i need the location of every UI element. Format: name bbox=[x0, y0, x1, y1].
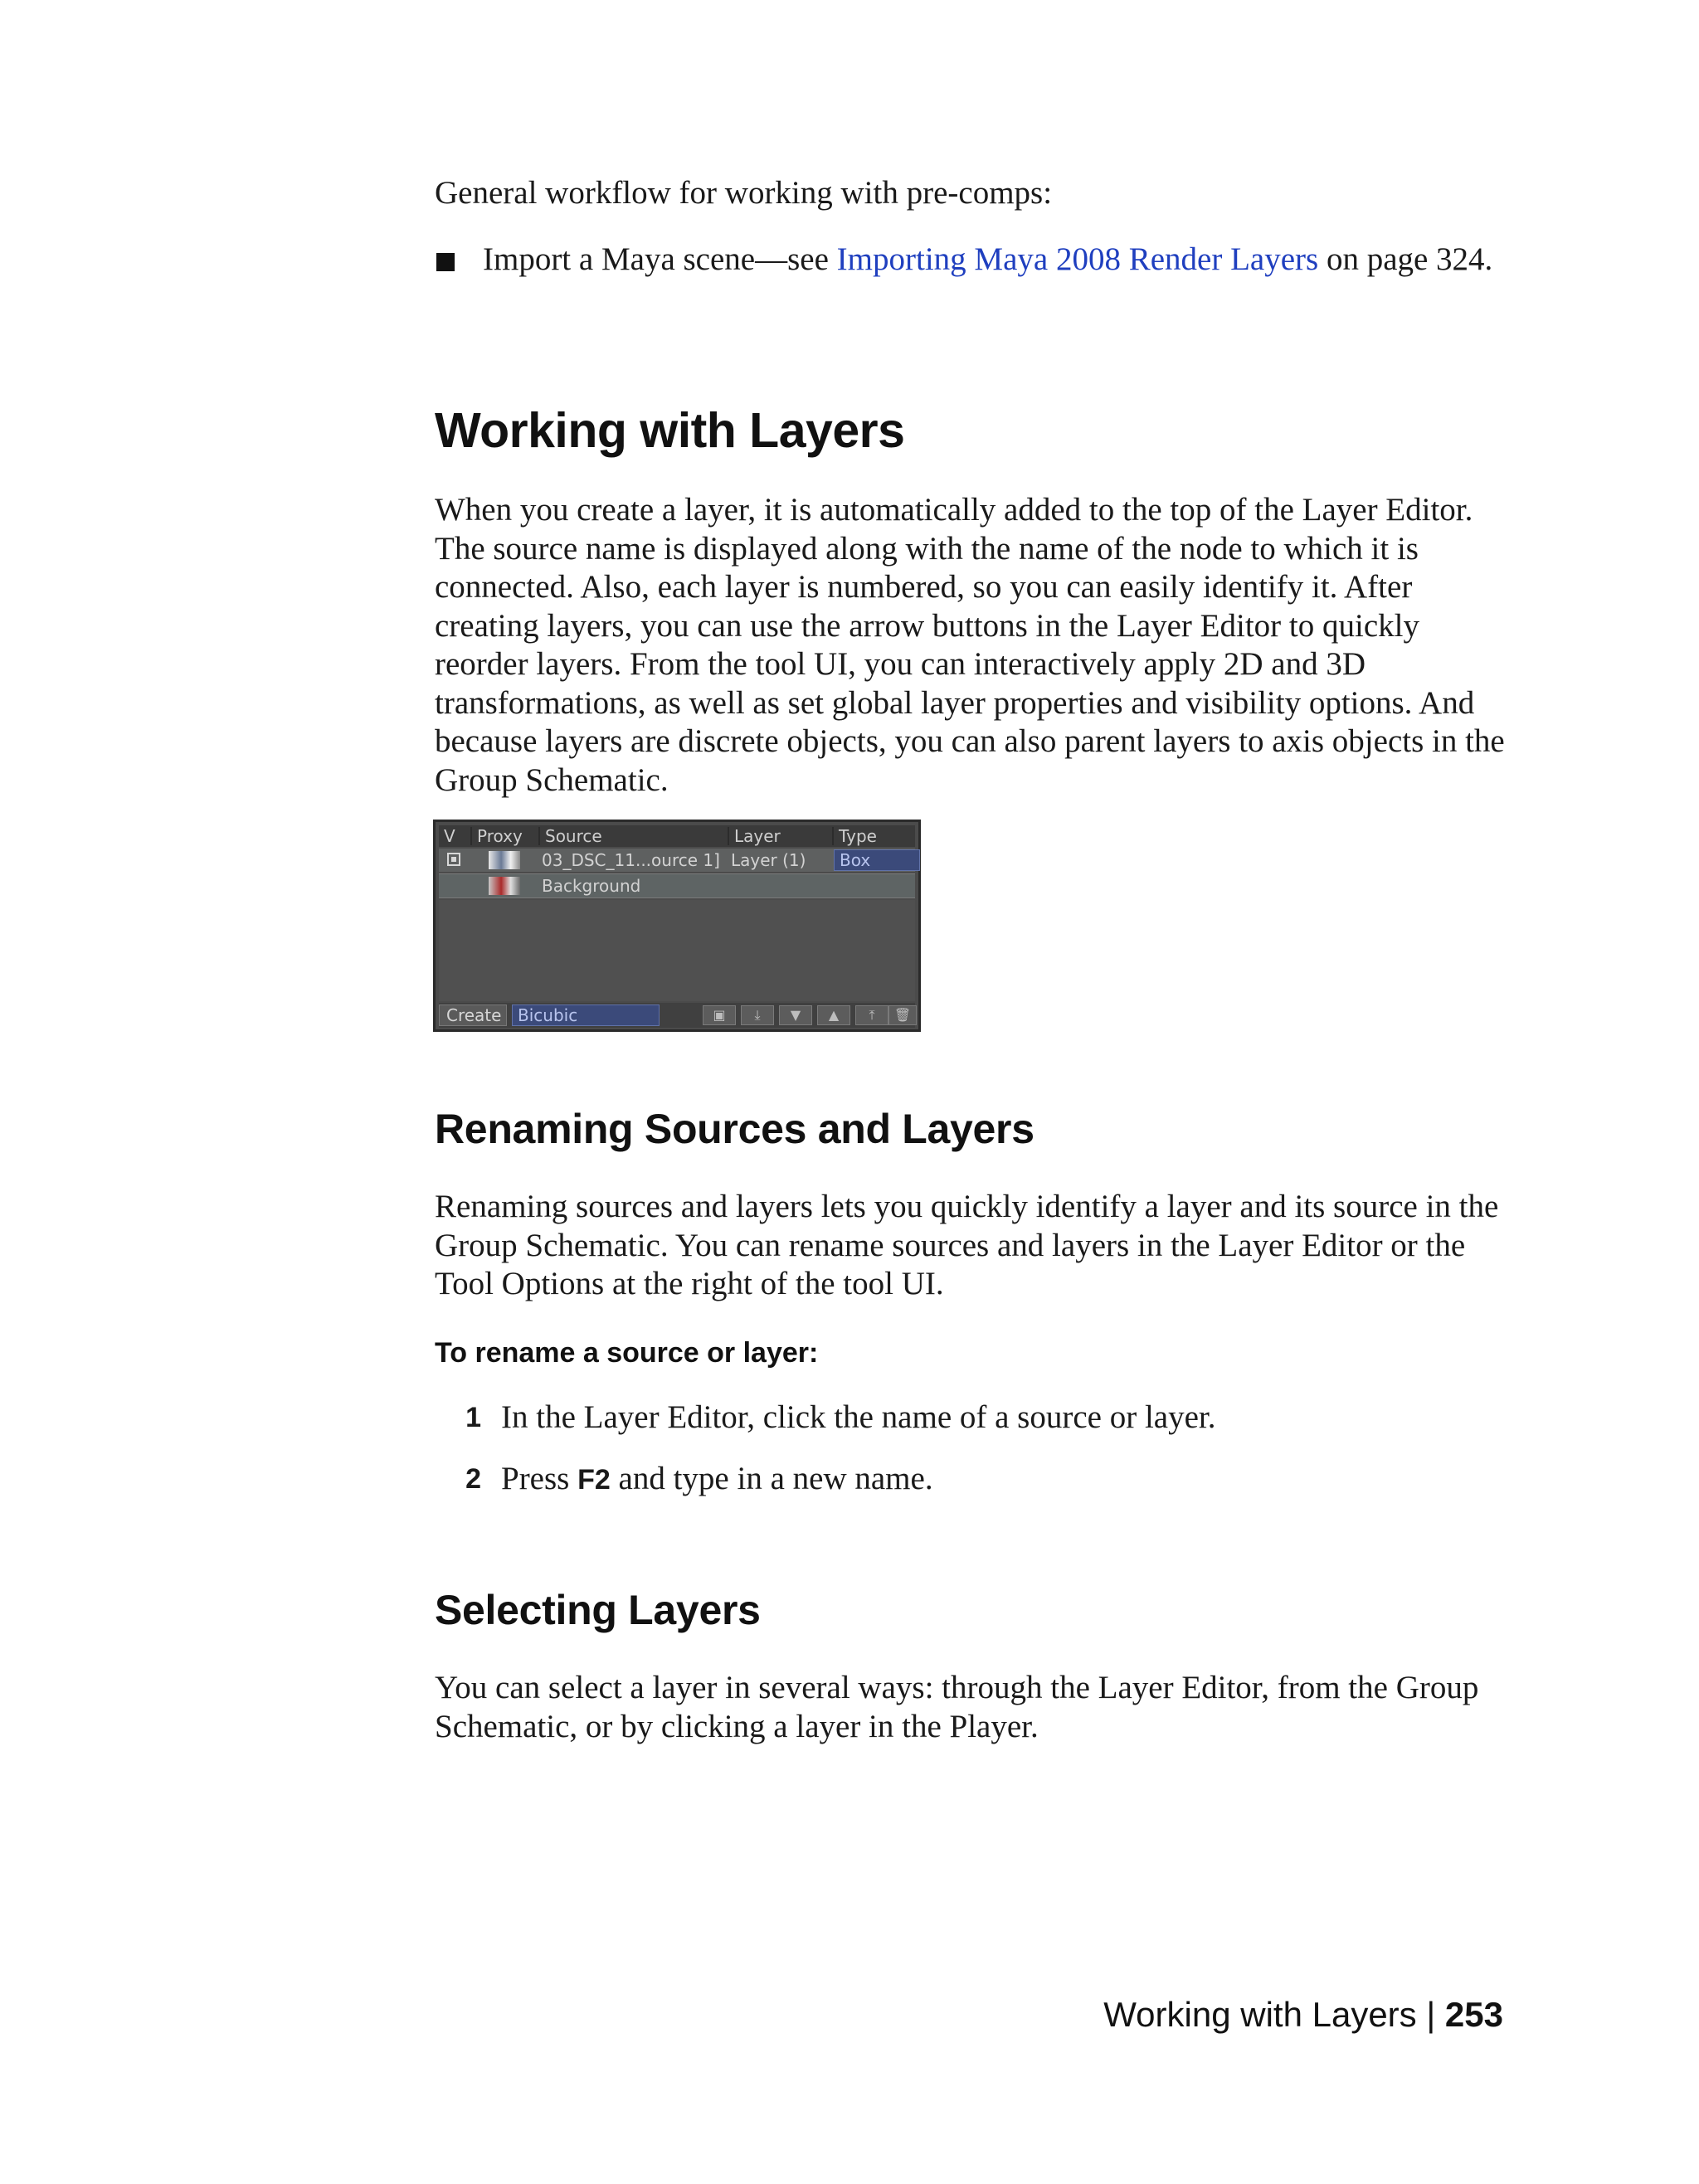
step-number: 2 bbox=[465, 1463, 481, 1495]
layer-row[interactable] bbox=[439, 849, 915, 872]
layer-editor-screenshot bbox=[433, 820, 921, 1032]
maya-import-link[interactable]: Importing Maya 2008 Render Layers bbox=[836, 241, 1319, 277]
renaming-body: Renaming sources and layers lets you quickly identify a layer and its source in the Group Schematic. You can rename sources and layers in the Layer Editor or the Tool Options at the right of the tool UI. bbox=[435, 1189, 1499, 1301]
column-header-v: V bbox=[444, 826, 455, 846]
column-header-proxy: Proxy bbox=[470, 827, 523, 845]
layer-editor-header bbox=[439, 825, 915, 847]
move-to-top-icon[interactable]: ⤒ bbox=[855, 1005, 888, 1025]
footer-section: Working with Layers bbox=[1103, 1995, 1417, 2034]
working-with-layers-body: When you create a layer, it is automatically added to the top of the Layer Editor. The source name is displayed along with the name of the node to which it is connected. Also, each layer is numbered, so you can easily identify it. After creating layers, you can use the arrow buttons in the Layer Editor to quickly reorder layers. From the tool UI, you can interactively apply 2D and 3D transformations, as well as set global layer properties and visibility options. And because layers are discrete objects, you can also parent layers to axis objects in the Group Schematic. bbox=[435, 492, 1505, 798]
bullet-item bbox=[435, 241, 1513, 280]
step-item bbox=[435, 1398, 1513, 1437]
column-header-type: Type bbox=[832, 827, 877, 845]
background-row[interactable] bbox=[439, 873, 915, 898]
type-dropdown[interactable]: Box bbox=[834, 849, 920, 871]
bullet-text-after: on page 324. bbox=[1318, 241, 1493, 277]
page-footer bbox=[1103, 1995, 1503, 2035]
step-item bbox=[435, 1460, 1513, 1500]
section-title-renaming: Renaming Sources and Layers bbox=[435, 1106, 1034, 1152]
source-name[interactable]: 03_DSC_11...ource 1] bbox=[542, 850, 720, 870]
layer-editor-toolbar bbox=[439, 1003, 915, 1028]
selecting-body: You can select a layer in several ways: through the Layer Editor, from the Group Schematic, or by clicking a layer in the Player. bbox=[435, 1670, 1479, 1744]
step-text-after: and type in a new name. bbox=[610, 1461, 933, 1496]
trash-icon[interactable]: 🗑 bbox=[888, 1005, 917, 1025]
column-header-source: Source bbox=[538, 827, 602, 845]
source-name[interactable]: Background bbox=[542, 876, 641, 896]
duplicate-layer-icon[interactable]: ▣ bbox=[703, 1005, 736, 1025]
move-up-icon[interactable]: ▲ bbox=[817, 1005, 850, 1025]
bullet-text-before: Import a Maya scene—see bbox=[483, 241, 837, 277]
move-down-icon[interactable]: ▼ bbox=[779, 1005, 812, 1025]
layer-name[interactable]: Layer (1) bbox=[731, 850, 806, 870]
step-number: 1 bbox=[465, 1402, 481, 1433]
create-button[interactable]: Create bbox=[439, 1004, 507, 1026]
key-f2: F2 bbox=[577, 1464, 611, 1496]
procedure-title: To rename a source or layer: bbox=[435, 1337, 819, 1369]
page-number: 253 bbox=[1444, 1995, 1503, 2034]
step-text bbox=[501, 1460, 933, 1500]
proxy-thumbnail bbox=[489, 851, 520, 869]
step-text-before: Press bbox=[501, 1461, 578, 1496]
proxy-thumbnail bbox=[489, 877, 520, 895]
bullet-text bbox=[483, 241, 1492, 280]
column-header-layer: Layer bbox=[728, 827, 781, 845]
step-text: In the Layer Editor, click the name of a source or layer. bbox=[501, 1399, 1216, 1435]
move-to-bottom-icon[interactable]: ⤓ bbox=[741, 1005, 774, 1025]
filter-dropdown[interactable]: Bicubic bbox=[512, 1004, 660, 1026]
bullet-square-icon bbox=[435, 241, 483, 280]
layer-list-empty-area bbox=[439, 900, 915, 1001]
intro-text: General workflow for working with pre-comps: bbox=[435, 175, 1053, 211]
section-title-working-with-layers: Working with Layers bbox=[435, 403, 905, 458]
footer-separator: | bbox=[1416, 1995, 1445, 2034]
section-title-selecting: Selecting Layers bbox=[435, 1587, 761, 1633]
visibility-checkbox[interactable] bbox=[447, 853, 460, 866]
